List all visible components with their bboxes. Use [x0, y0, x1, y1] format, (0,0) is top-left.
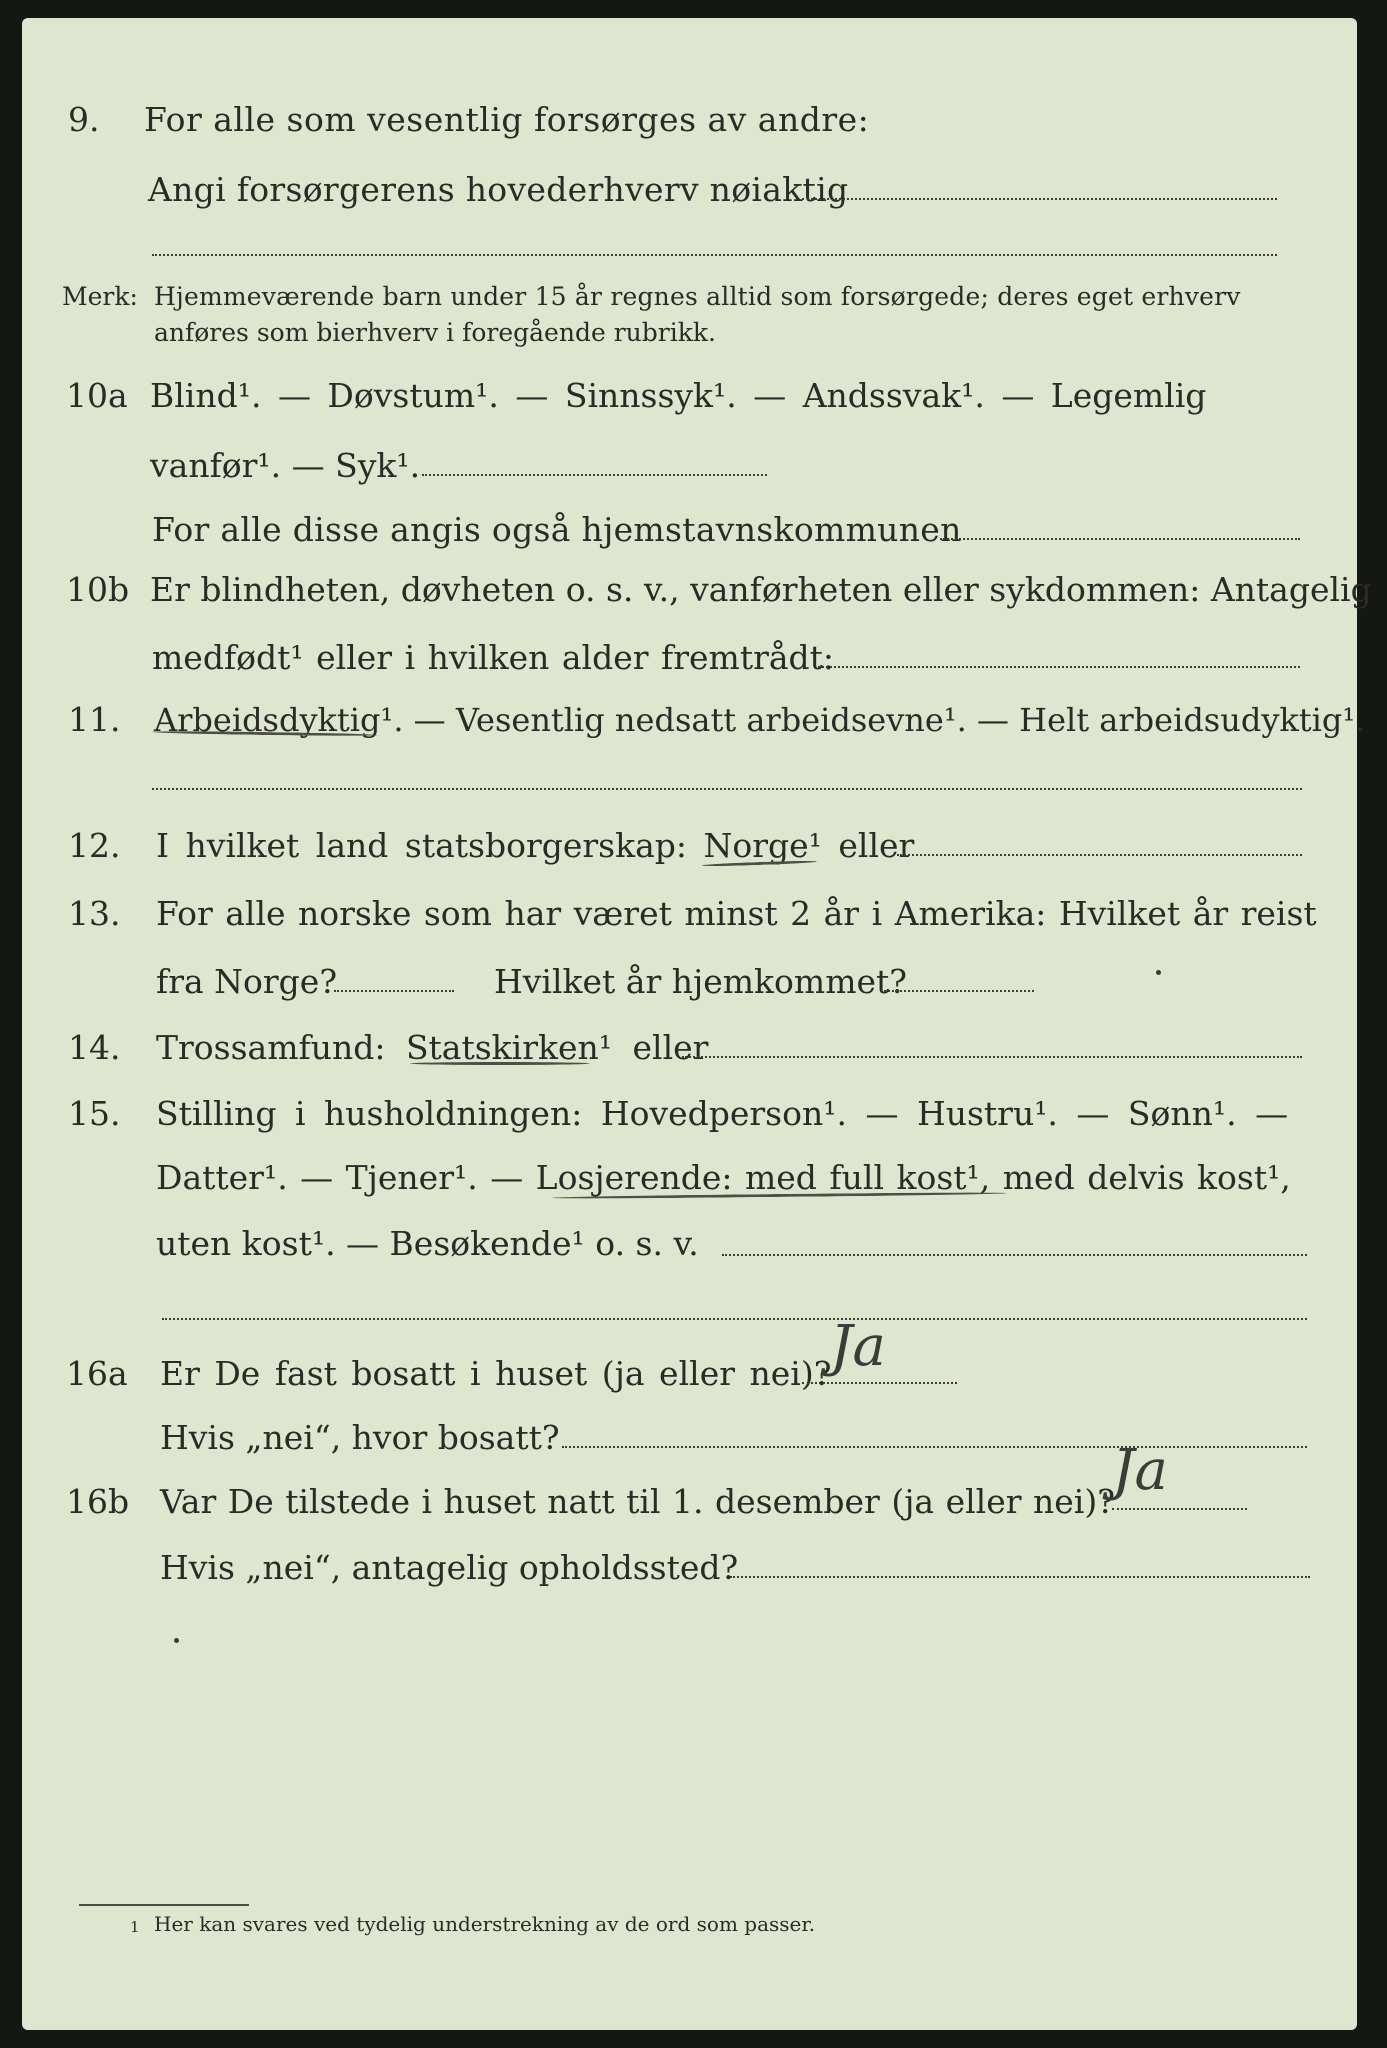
q13-line2b: Hvilket år hjemkommet?	[494, 962, 907, 1001]
handwritten-underline-statskirken	[410, 1062, 590, 1065]
item-number-13: 13.	[68, 894, 121, 933]
q16b-residence-line	[730, 1576, 1310, 1578]
q16a-line1: Er De fast bosatt i huset (ja eller nei)?	[160, 1354, 832, 1393]
census-form-page	[22, 18, 1372, 2030]
q13-line1: For alle norske som har været minst 2 år i Amerika: Hvilket år reist	[156, 894, 1317, 933]
item-number-12: 12.	[68, 826, 121, 865]
q16a-residence-line	[562, 1446, 1307, 1448]
item-number-10a: 10a	[66, 376, 128, 415]
q16a-line2: Hvis „nei“, hvor bosatt?	[160, 1418, 560, 1457]
q10a-hometown-line	[940, 538, 1300, 540]
item-number-10b: 10b	[66, 570, 130, 609]
q10a-line2: vanfør¹. — Syk¹.	[150, 446, 421, 485]
q10b-line1: Er blindheten, døvheten o. s. v., vanførheten eller sykdommen: Antagelig	[150, 570, 1372, 609]
item-number-16a: 16a	[66, 1354, 128, 1393]
q16a-answer-line	[802, 1382, 957, 1384]
handwritten-answer-16b: Ja	[1112, 1438, 1168, 1503]
q13-year-returned-line	[884, 990, 1034, 992]
q15-answer-line	[722, 1254, 1307, 1256]
q15-line2: Datter¹. — Tjener¹. — Losjerende: med full kost¹, med delvis kost¹,	[156, 1158, 1291, 1197]
merk-line2: anføres som bierhverv i foregående rubrikk.	[154, 318, 716, 347]
item-number-11: 11.	[68, 700, 121, 739]
handwritten-answer-16a: Ja	[830, 1314, 886, 1379]
q13-year-left-line	[334, 990, 454, 992]
q15-answer-line-2	[162, 1318, 1307, 1320]
q10a-line3: For alle disse angis også hjemstavnskommunen	[152, 510, 962, 549]
q10b-answer-line	[818, 666, 1300, 668]
item-number-14: 14.	[68, 1028, 121, 1067]
q15-line3: uten kost¹. — Besøkende¹ o. s. v.	[156, 1224, 699, 1263]
footnote-mark: 1	[130, 1918, 140, 1936]
q14-answer-line	[682, 1056, 1302, 1058]
ink-speck-2	[174, 1638, 179, 1643]
q9-answer-line-2	[152, 254, 1277, 256]
q10a-answer-line	[422, 474, 767, 476]
q14-line1: Trossamfund: Statskirken¹ eller	[156, 1028, 709, 1067]
footnote-text: Her kan svares ved tydelig understrekning av de ord som passer.	[154, 1912, 816, 1936]
footnote-rule	[79, 1904, 249, 1906]
ink-speck	[1156, 970, 1161, 975]
q15-line1: Stilling i husholdningen: Hovedperson¹. — Hustru¹. — Sønn¹. —	[156, 1094, 1289, 1133]
item-number-16b: 16b	[66, 1482, 130, 1521]
q11-answer-line	[152, 788, 1302, 790]
q11-line1: Arbeidsdyktig¹. — Vesentlig nedsatt arbeidsevne¹. — Helt arbeidsudyktig¹.	[154, 701, 1366, 739]
q9-line1: For alle som vesentlig forsørges av andre:	[144, 100, 870, 139]
q9-answer-line	[802, 198, 1277, 200]
q10b-line2: medfødt¹ eller i hvilken alder fremtrådt:	[152, 638, 835, 677]
merk-label: Merk:	[62, 282, 138, 311]
merk-line1: Hjemmeværende barn under 15 år regnes alltid som forsørgede; deres eget erhverv	[154, 282, 1241, 311]
q16b-line1: Var De tilstede i huset natt til 1. desember (ja eller nei)?	[160, 1482, 1115, 1521]
item-number-9: 9.	[68, 100, 100, 139]
q16b-answer-line	[1112, 1508, 1247, 1510]
q10a-line1: Blind¹. — Døvstum¹. — Sinnssyk¹. — Andssvak¹. — Legemlig	[150, 376, 1207, 415]
q13-line2a: fra Norge?	[156, 962, 338, 1001]
q9-line2: Angi forsørgerens hovederhverv nøiaktig	[148, 170, 849, 209]
q16b-line2: Hvis „nei“, antagelig opholdssted?	[160, 1548, 739, 1587]
item-number-15: 15.	[68, 1094, 121, 1133]
q12-line1: I hvilket land statsborgerskap: Norge¹ eller	[156, 826, 915, 865]
q12-answer-line	[897, 854, 1302, 856]
